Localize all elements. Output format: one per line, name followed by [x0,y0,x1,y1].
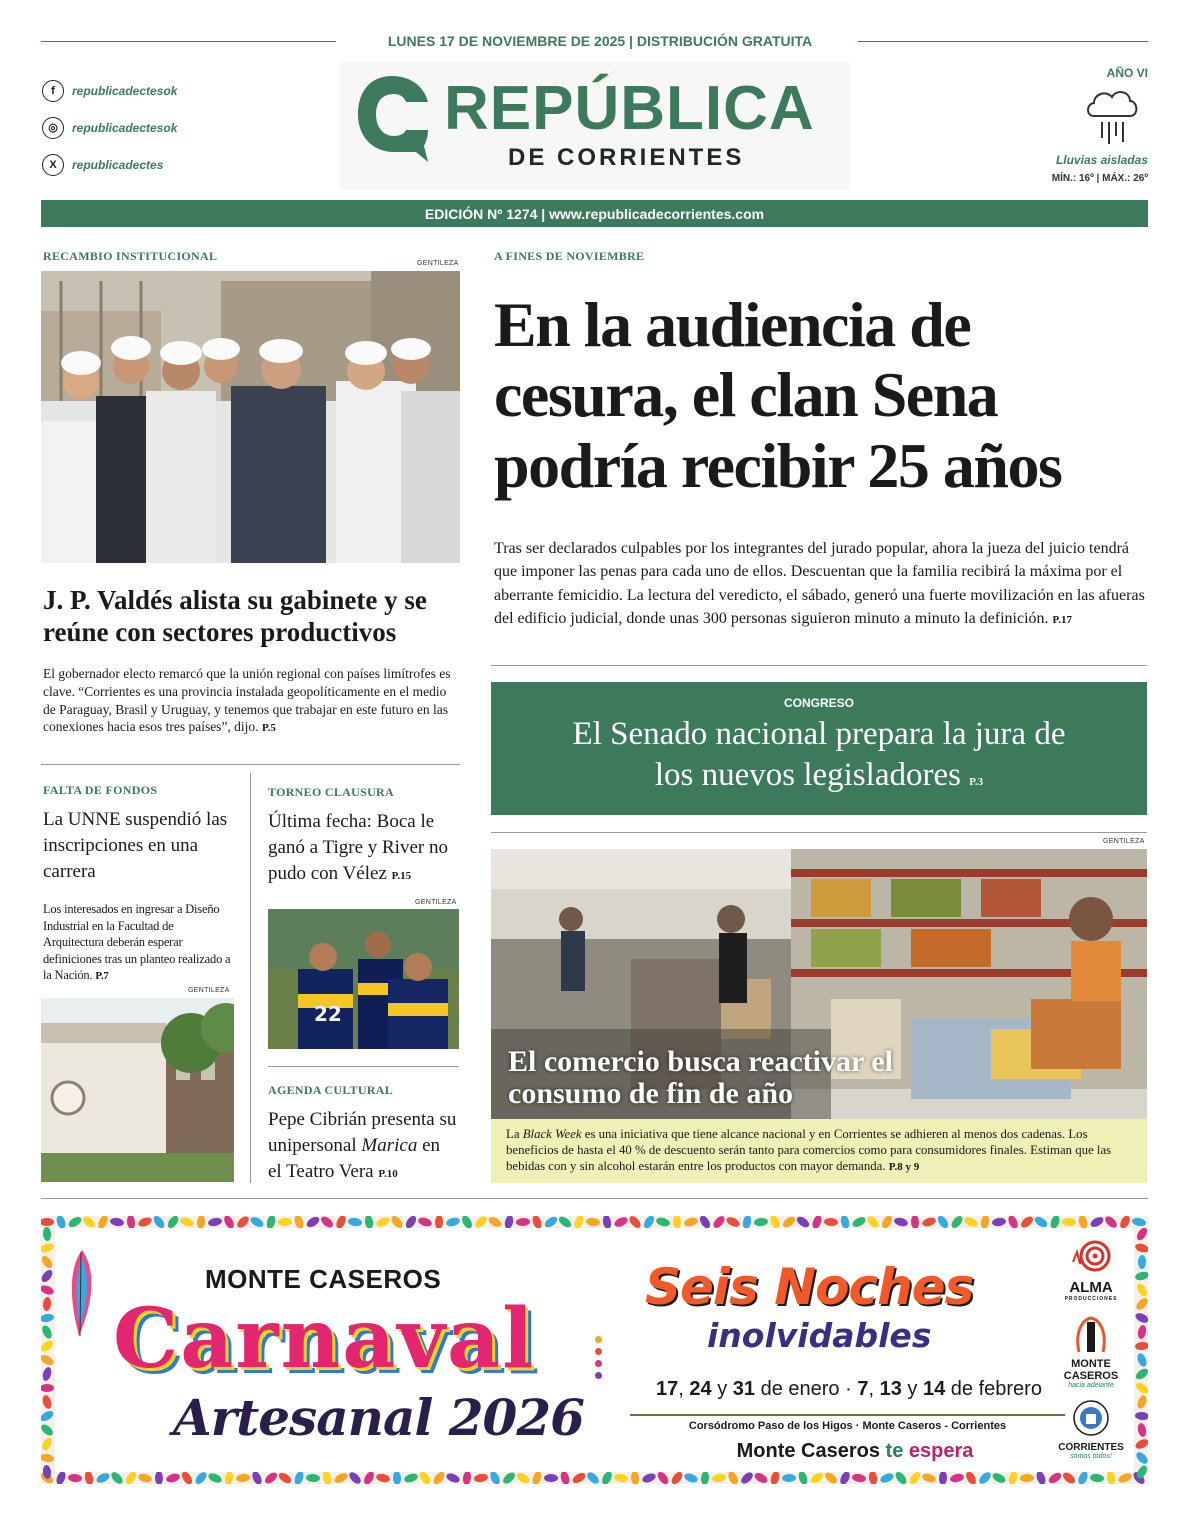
confetti-piece [586,1217,601,1226]
confetti-piece [1137,1422,1148,1437]
page-ref: P.10 [378,1168,398,1181]
divider [268,1066,459,1067]
confetti-piece [585,1470,601,1484]
body-unne [43,901,235,984]
edition-bar[interactable]: EDICIÓN Nº 1274 | www.republicadecorrientes.com [41,200,1148,227]
confetti-piece [417,1216,433,1228]
confetti-piece [43,1227,52,1242]
confetti-piece [964,1470,978,1484]
date: 17 [656,1378,679,1400]
headline-italic: Marica [361,1135,418,1157]
confetti-piece [711,1473,726,1484]
sponsor-monte-caseros-sub: hacia adelante [1068,1382,1114,1390]
confetti-piece [1134,1450,1148,1466]
closing-town: Monte Caseros [736,1440,880,1462]
confetti-piece [41,1254,54,1270]
confetti-piece [700,1471,709,1484]
confetti-piece [124,1470,138,1484]
confetti-piece [41,1453,55,1463]
confetti-piece [1131,1217,1146,1228]
date-sep: y [901,1378,923,1400]
confetti-piece [1138,1255,1146,1269]
body-italic: Black Week [522,1127,582,1141]
body-text: La [506,1127,520,1141]
weather-temps: MÍN.: 16º | MÁX.: 26º [1051,173,1148,184]
confetti-piece [137,1472,153,1483]
confetti-piece [1134,1296,1148,1312]
confetti-piece [109,1217,124,1227]
comercio-summary [491,1119,1147,1183]
carnaval-advertisement[interactable] [41,1216,1148,1484]
confetti-piece [445,1216,461,1227]
photo-credit: GENTILEZA [188,987,230,994]
confetti-piece [347,1470,363,1484]
confetti-piece [1136,1394,1148,1410]
confetti-piece [754,1217,769,1226]
confetti-piece [1077,1470,1090,1484]
ad-subtitle: Artesanal 2026 [173,1388,584,1447]
confetti-piece [963,1216,979,1229]
confetti-piece [224,1470,234,1484]
closing-te: te [885,1440,904,1462]
confetti-piece [782,1474,796,1482]
confetti-piece [1106,1470,1116,1484]
dot [595,1348,602,1355]
confetti-piece [251,1470,264,1484]
ad-closing [655,1440,1055,1463]
confetti-piece [41,1324,54,1340]
boca-players-photo[interactable] [268,909,459,1049]
headline-text: Pepe Cibrián presenta su unipersonal [268,1109,457,1157]
confetti-piece [726,1470,739,1484]
confetti-piece [41,1242,55,1254]
confetti-piece [431,1470,446,1484]
date: 13 [879,1378,902,1400]
confetti-piece [403,1472,419,1484]
confetti-piece [41,1422,55,1437]
kicker-recambio: RECAMBIO INSTITUCIONAL [43,249,218,263]
lead-text: Tras ser declarados culpables por los integrantes del jurado popular, ahora la jueza del juicio tendrá que imponer las penas para cada uno de ellos. Descuentan que la familia recibirá la máxima por el aberrante femicidio. La lectura del veredicto, el sábado, generó una fuerte movilización en las afueras del edificio judicial, donde unas 300 personas siguieron minuto a minuto la definición. [494,540,1145,628]
sponsor-alma-sub: PRODUCCIONES [1064,1296,1118,1302]
confetti-piece [1135,1411,1148,1420]
headline-text: El Senado nacional prepara la jura de los nuevos legisladores [572,716,1066,794]
confetti-piece [1020,1474,1034,1483]
confetti-piece [322,1470,333,1484]
confetti-piece [641,1472,657,1484]
confetti-piece [55,1470,67,1484]
confetti-piece [939,1471,948,1484]
confetti-piece [630,1471,639,1484]
social-x[interactable] [42,146,177,183]
confetti-piece [809,1471,825,1484]
social-instagram[interactable] [42,109,177,146]
confetti-piece [656,1470,671,1484]
newspaper-logo[interactable] [340,62,850,190]
social-links [42,72,177,183]
confetti-piece [1047,1471,1063,1484]
confetti-piece [375,1216,391,1229]
headline-senado [491,714,1147,797]
confetti-piece [600,1470,613,1484]
confetti-piece [42,1297,51,1312]
monte-caseros-tower-icon [1071,1314,1111,1354]
confetti-piece [263,1470,279,1484]
confetti-piece [41,1353,55,1367]
date: 31 [732,1378,756,1400]
social-handle: republicadectesok [72,120,178,135]
confetti-piece [393,1471,402,1484]
weather-box [1018,66,1148,184]
unne-building-photo[interactable] [41,998,234,1182]
body-text: es una iniciativa que tiene alcance nacional y en Corrientes se adhieren al menos dos cadenas. Los beneficios de hasta el 40 % de descuento serán tanto para comercios como para consumidores finales. Estiman que las bebidas con y sin alcohol estarán entre los productos con mayor demanda. [506,1127,1112,1174]
confetti-piece [348,1217,363,1227]
main-lead [494,537,1148,630]
confetti-piece [921,1472,937,1484]
body-text: El gobernador electo remarcó que la unión regional con países limítrofes es clave. “Corrientes es una provincia instalada geopolíticamente en el medio de Paraguay, Brasil y Uruguay, y tenemos que trabajar en este futuro en las conexiones hacia esos tres países”, dijo. [43,666,451,735]
confetti-piece [1062,1218,1076,1226]
confetti-piece [306,1474,320,1483]
confetti-piece [180,1470,194,1484]
confetti-piece [165,1472,181,1484]
headline-comercio[interactable]: El comercio busca reactivar el consumo de fin de año [508,1045,893,1111]
date-sep: de enero · [755,1378,858,1400]
ad-title: Carnaval [113,1291,536,1387]
confetti-piece [418,1470,433,1484]
confetti-piece [851,1216,867,1229]
photo-credit: GENTILEZA [417,260,459,267]
confetti-piece [893,1216,909,1227]
confetti-piece [473,1473,488,1483]
confetti-piece [375,1473,390,1484]
photo-credit: GENTILEZA [1103,838,1145,845]
confetti-piece [991,1471,1007,1484]
headline-text: en el Teatro Vera [268,1135,441,1183]
feather-icon [65,1248,99,1338]
date-sep: , [868,1378,880,1400]
confetti-piece [277,1471,293,1484]
confetti-piece [921,1216,937,1228]
confetti-piece [893,1470,908,1484]
ad-town: MONTE CASEROS [205,1264,442,1294]
confetti-piece [41,1436,54,1452]
confetti-piece [155,1471,163,1484]
social-facebook[interactable] [42,72,177,109]
confetti-piece [769,1470,780,1484]
confetti-piece [41,1268,54,1284]
divider [491,665,1147,666]
confetti-piece [613,1473,628,1484]
photo-credit: GENTILEZA [415,899,457,906]
kicker-falta-fondos: FALTA DE FONDOS [43,783,158,797]
page-ref: P.8 y 9 [888,1161,920,1174]
headline-valdes[interactable]: J. P. Valdés alista su gabinete y se reúne con sectores productivos [43,585,427,647]
confetti-piece [68,1473,83,1482]
confetti-piece [1136,1352,1148,1368]
confetti-piece [655,1216,671,1228]
sponsor-corrientes-sub: somos todos! [1070,1453,1112,1461]
confetti-piece [462,1471,472,1484]
x-icon: X [42,154,64,176]
date-sep: y [711,1378,733,1400]
date: 7 [857,1378,869,1400]
column-rule [250,773,251,1183]
confetti-piece [488,1470,501,1484]
confetti-piece [559,1470,570,1484]
corrientes-seal-icon [1072,1399,1110,1437]
date-sep: , [678,1378,690,1400]
page-ref: P.17 [1052,614,1073,627]
confetti-piece [613,1216,629,1229]
confetti-piece [868,1471,878,1484]
confetti-piece [544,1474,558,1482]
confetti-piece [1135,1226,1148,1242]
alma-spiral-icon [1071,1238,1111,1274]
confetti-piece [41,1218,54,1226]
date: 24 [689,1378,712,1400]
social-handle: republicadectesok [72,83,178,98]
instagram-icon: ◎ [42,117,64,139]
confetti-piece [1135,1341,1148,1350]
ad-panel [55,1228,1134,1472]
divider [41,764,460,765]
confetti-piece [739,1470,755,1484]
confetti-piece [1134,1242,1148,1254]
confetti-piece [1134,1311,1148,1324]
body-text: Los interesados en ingresar a Diseño Industrial en la Facultad de Arquitectura deberán esperar definiciones tras un planteo realizado a la Nación. [43,902,231,982]
confetti-piece [670,1470,685,1484]
logo-c-mark-icon [354,72,430,162]
logo-word-republica: REPÚBLICA [444,74,815,143]
confetti-piece [851,1473,866,1483]
page-ref: P.3 [969,776,984,789]
closing-espera: espera [908,1440,974,1462]
confetti-piece [1134,1381,1148,1396]
page-ref: P.15 [391,870,412,883]
year-label: AÑO VI [1106,66,1148,80]
headline-unne[interactable]: La UNNE suspendió las inscripciones en una carrera [43,809,228,883]
ad-dots [595,1336,602,1384]
ad-sponsors [1051,1238,1131,1460]
kicker-agenda: AGENDA CULTURAL [268,1083,394,1097]
confetti-piece [84,1470,95,1484]
dot [595,1360,602,1367]
confetti-piece [725,1216,741,1229]
page-ref: P.5 [261,722,276,735]
svg-text:22: 22 [314,1002,342,1026]
logo-arrow-icon [590,66,620,90]
confetti-piece [908,1470,923,1484]
confetti-piece [683,1216,699,1228]
confetti-piece [1134,1270,1148,1281]
logo-word-corrientes: DE CORRIENTES [508,144,745,171]
confetti-piece [41,1394,53,1410]
sponsor-corrientes: CORRIENTES [1058,1442,1124,1454]
main-headline[interactable]: En la audiencia de cesura, el clan Sena podría recibir 25 años [494,289,1062,501]
confetti-piece [1137,1324,1148,1339]
confetti-piece [1090,1473,1105,1483]
confetti-piece [824,1218,839,1227]
body-valdes [43,665,461,736]
confetti-piece [797,1470,809,1484]
headline-cibrian[interactable] [268,1107,458,1185]
page-ref: P.7 [95,970,109,982]
confetti-piece [236,1473,251,1483]
confetti-piece [515,1471,531,1484]
confetti-piece [1134,1437,1148,1450]
confetti-piece [1035,1470,1047,1484]
sponsor-alma: ALMA [1069,1279,1113,1296]
kicker-torneo: TORNEO CLAUSURA [268,785,394,799]
facebook-icon: f [42,80,64,102]
confetti-piece [683,1472,699,1484]
confetti-piece [823,1470,839,1484]
confetti-piece [516,1218,531,1227]
date-sep: de febrero [945,1378,1042,1400]
rain-cloud-icon [1084,86,1140,146]
confetti-piece [1061,1470,1077,1484]
confetti-piece [992,1217,1007,1227]
confetti-piece [41,1313,55,1323]
headline-boca[interactable] [268,809,458,887]
confetti-piece [487,1216,503,1229]
confetti-piece [95,1471,111,1484]
kicker-fines-noviembre: A FINES DE NOVIEMBRE [494,249,645,263]
confetti-piece [531,1470,543,1484]
confetti-piece [137,1216,153,1228]
congreso-box[interactable] [491,682,1147,815]
confetti-piece [193,1470,208,1484]
confetti-piece [977,1470,993,1484]
confetti-piece [41,1384,54,1392]
dot [595,1336,602,1343]
confetti-piece [362,1470,376,1484]
confetti-piece [109,1470,124,1484]
social-handle: republicadectes [72,157,164,172]
kicker-congreso: CONGRESO [783,696,854,710]
weather-condition: Lluvias aisladas [1055,153,1148,167]
confetti-piece [293,1470,305,1484]
confetti-piece [1008,1470,1019,1484]
date: 14 [922,1378,946,1400]
confetti-piece [1135,1282,1148,1298]
confetti-piece [207,1471,223,1484]
confetti-piece [41,1366,53,1382]
ad-slogan-2: inolvidables [707,1316,932,1355]
divider [41,1198,1148,1199]
confetti-piece [838,1470,851,1484]
confetti-piece [207,1217,222,1228]
confetti-piece [445,1472,461,1484]
headline-text: Última fecha: Boca le ganó a Tigre y River no pudo con Vélez [268,811,448,885]
divider [491,832,1147,833]
confetti-piece [571,1471,587,1484]
sponsor-monte-caseros: MONTE CASEROS [1063,1358,1119,1382]
confetti-piece [41,1409,55,1423]
ad-venue: Corsódromo Paso de los Higos · Monte Caseros - Corrientes [630,1414,1065,1432]
confetti-piece [753,1471,769,1484]
confetti-piece [1134,1367,1148,1382]
ad-slogan-1: Seis Noches [645,1258,974,1316]
officials-photo[interactable] [41,271,460,563]
ad-dates [649,1378,1049,1401]
confetti-piece [333,1471,349,1484]
confetti-piece [41,1338,55,1353]
confetti-piece [1117,1471,1133,1484]
confetti-piece [879,1472,895,1484]
confetti-piece [179,1216,195,1228]
confetti-piece [949,1473,964,1484]
confetti-piece [278,1218,292,1226]
date-line: LUNES 17 DE NOVIEMBRE DE 2025 | DISTRIBUCIÓN GRATUITA [387,33,813,49]
confetti-piece [501,1470,517,1484]
dot [595,1372,602,1379]
confetti-piece [41,1284,55,1297]
